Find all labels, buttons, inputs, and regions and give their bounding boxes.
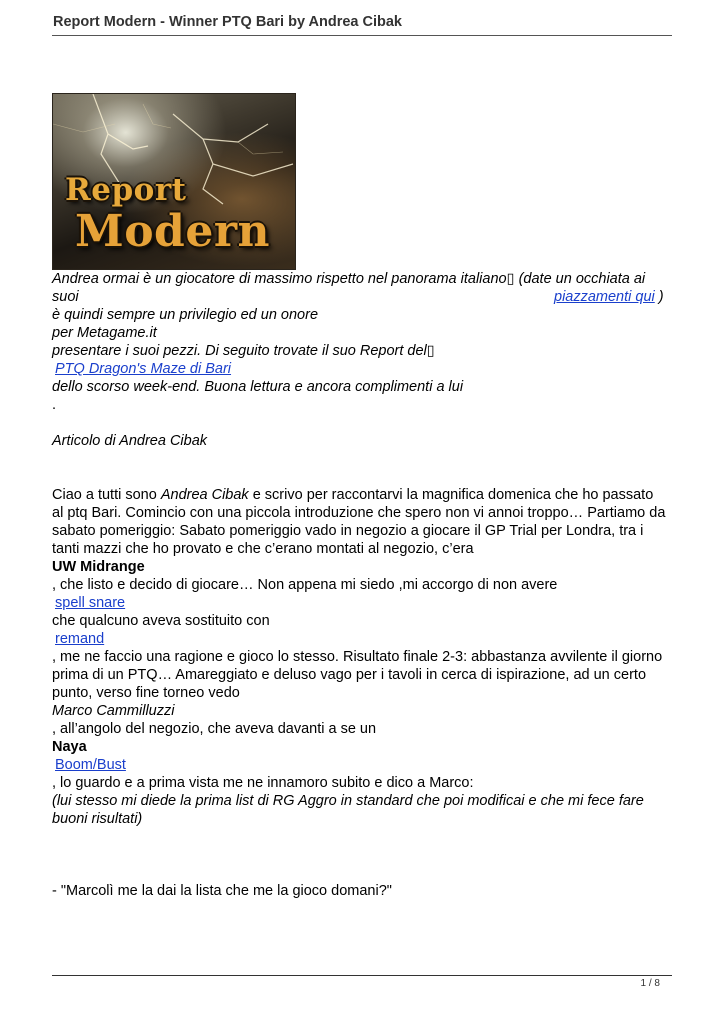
person-name: Marco Cammilluzzi <box>52 703 175 719</box>
body-line: (lui stesso mi diede la prima list di RG Aggro in standard che poi modificai e che mi fece fare <box>52 793 644 809</box>
report-modern-banner <box>52 93 296 270</box>
deck-name: Naya <box>52 739 87 755</box>
intro-line: Andrea ormai è un giocatore di massimo rispetto nel panorama italiano▯ (date un occhiata ai <box>52 271 646 287</box>
deck-name: UW Midrange <box>52 559 145 575</box>
page-title: Report Modern - Winner PTQ Bari by Andrea Cibak <box>53 14 402 30</box>
body-line: punto, verso fine torneo vedo <box>52 685 240 701</box>
body-text: Ciao a tutti sono <box>52 487 161 503</box>
banner-logo-modern: Modern <box>75 206 270 257</box>
body-line: , che listo e decido di giocare… Non appena mi siedo ,mi accorgo di non avere <box>52 577 558 593</box>
intro-line: . <box>52 397 57 413</box>
spell-snare-link[interactable]: spell snare <box>55 595 126 611</box>
intro-line-link-wrap <box>554 288 664 306</box>
intro-line-tail: ) <box>654 289 664 305</box>
byline: Articolo di Andrea Cibak <box>52 433 208 449</box>
body-line: prima di un PTQ… Amareggiato e deluso vago per i tavoli in cerca di ispirazione, ad un certo <box>52 667 647 683</box>
body-line: che qualcuno aveva sostituito con <box>52 613 270 629</box>
ptq-report-link[interactable]: PTQ Dragon's Maze di Bari <box>55 361 232 377</box>
quote-line: - "Marcolì me la dai la lista che me la gioco domani?" <box>52 883 392 899</box>
intro-line: per Metagame.it <box>52 325 157 341</box>
intro-line: dello scorso week-end. Buona lettura e ancora complimenti a lui <box>52 379 464 395</box>
author-name: Andrea Cibak <box>160 487 249 503</box>
intro-line: è quindi sempre un privilegio ed un onore <box>52 307 319 323</box>
remand-link[interactable]: remand <box>55 631 105 647</box>
body-line: , all’angolo del negozio, che aveva davanti a se un <box>52 721 377 737</box>
boom-bust-link[interactable]: Boom/Bust <box>55 757 126 773</box>
header-divider <box>52 35 672 36</box>
intro-line: suoi <box>52 289 79 305</box>
intro-line: presentare i suoi pezzi. Di seguito trovate il suo Report del▯ <box>52 343 435 359</box>
body-line: buoni risultati) <box>52 811 143 827</box>
banner-logo-report: Report <box>65 172 187 208</box>
body-line: tanti mazzi che ho provato e che c’erano montati al negozio, c’era <box>52 541 474 557</box>
body-line: , me ne faccio una ragione e gioco lo stesso. Risultato finale 2-3: abbastanza avvilente il giorno <box>52 649 663 665</box>
body-line: , lo guardo e a prima vista me ne innamoro subito e dico a Marco: <box>52 775 474 791</box>
body-line: sabato pomeriggio: Sabato pomeriggio vado in negozio a giocare il GP Trial per Londra, tra i <box>52 523 644 539</box>
footer-divider <box>52 975 672 976</box>
body-line <box>52 486 653 504</box>
placements-link[interactable]: piazzamenti qui <box>554 289 655 305</box>
page-number: 1 / 8 <box>640 978 660 989</box>
body-text: e scrivo per raccontarvi la magnifica domenica che ho passato <box>248 487 654 503</box>
body-line: al ptq Bari. Comincio con una piccola introduzione che spero non vi annoi troppo… Partiamo da <box>52 505 666 521</box>
